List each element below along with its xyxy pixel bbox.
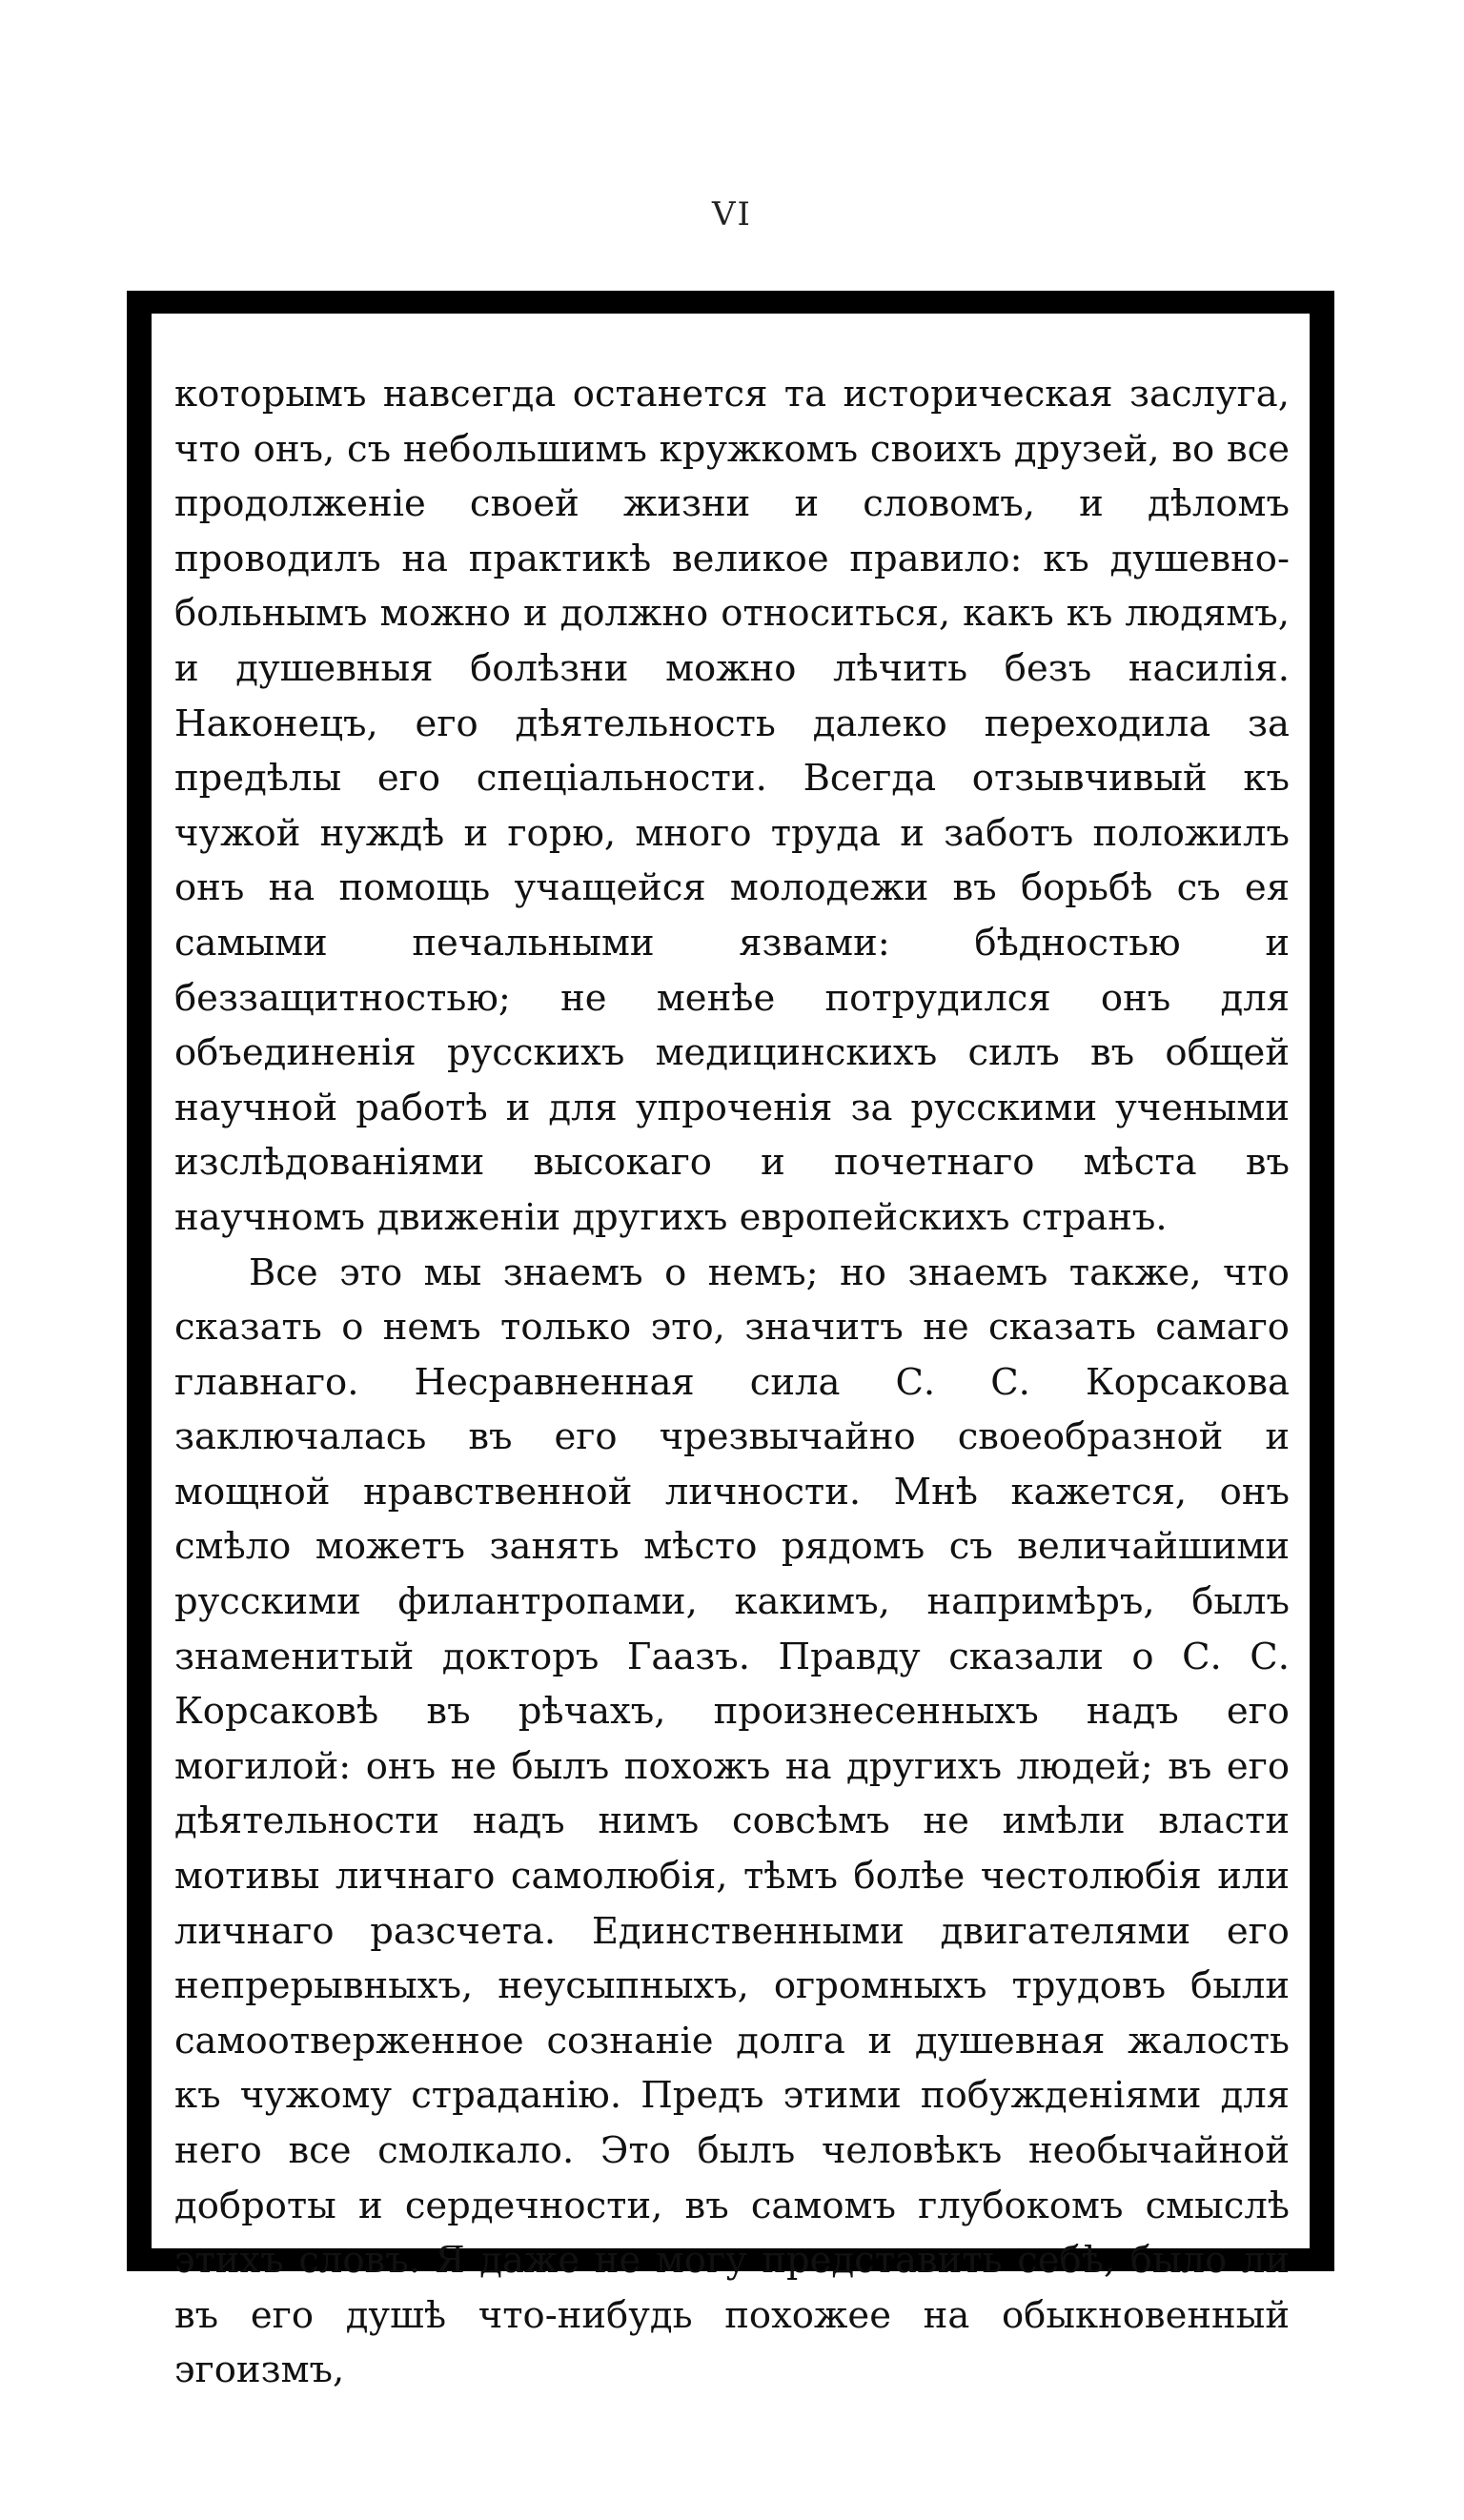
frame-left-bar <box>127 291 152 2271</box>
page-number: VI <box>712 195 752 234</box>
body-text <box>174 367 1290 2398</box>
paragraph-continued: которымъ навсегда останется та историческая заслуга, что онъ, съ небольшимъ кружкомъ своихъ друзей, во все продолженіе своей жизни и словомъ, и дѣломъ проводилъ на практикѣ великое правило: къ душевно-больнымъ можно и должно относиться, какъ къ людямъ, и душевныя болѣзни можно лѣчить безъ насилія. Наконецъ, его дѣятельность далеко переходила за предѣлы его спеціальности. Всегда отзывчивый къ чужой нуждѣ и горю, много труда и заботъ положилъ онъ на помощь учащейся молодежи въ борьбѣ съ ея самыми печальными язвами: бѣдностью и беззащитностью; не менѣе потрудился онъ для объединенія русскихъ медицинскихъ силъ въ общей научной работѣ и для упроченія за русскими учеными изслѣдованіями высокаго и почетнаго мѣста въ научномъ движеніи другихъ европейскихъ странъ. <box>174 373 1290 1239</box>
page-border-frame <box>127 291 1334 2392</box>
paragraph: Все это мы знаемъ о немъ; но знаемъ также, что сказать о немъ только это, значитъ не сказать самаго главнаго. Несравненная сила С. С. Корсакова заключалась въ его чрезвычайно своеобразной и мощной нравственной личности. Мнѣ кажется, онъ смѣло можетъ занять мѣсто рядомъ съ величайшими русскими филантропами, какимъ, напримѣръ, былъ знаменитый докторъ Гаазъ. Правду сказали о С. С. Корсаковѣ въ рѣчахъ, произнесенныхъ надъ его могилой: онъ не былъ похожъ на другихъ людей; въ его дѣятельности надъ нимъ совсѣмъ не имѣли власти мотивы личнаго самолюбія, тѣмъ болѣе честолюбія или личнаго разсчета. Единственными двигателями его непрерывныхъ, неусыпныхъ, огромныхъ трудовъ были самоотверженное сознаніе долга и душевная жалость къ чужому страданію. Предъ этими побужденіями для него все смолкало. Это былъ человѣкъ необычайной доброты и сердечности, въ самомъ глубокомъ смыслѣ этихъ словъ. Я даже не могу представить себѣ, было ли въ его душѣ что-нибудь похожее на обыкновенный эгоизмъ, <box>174 1250 1290 2392</box>
frame-top-bar <box>127 291 1334 314</box>
frame-right-bar <box>1310 291 1334 2271</box>
